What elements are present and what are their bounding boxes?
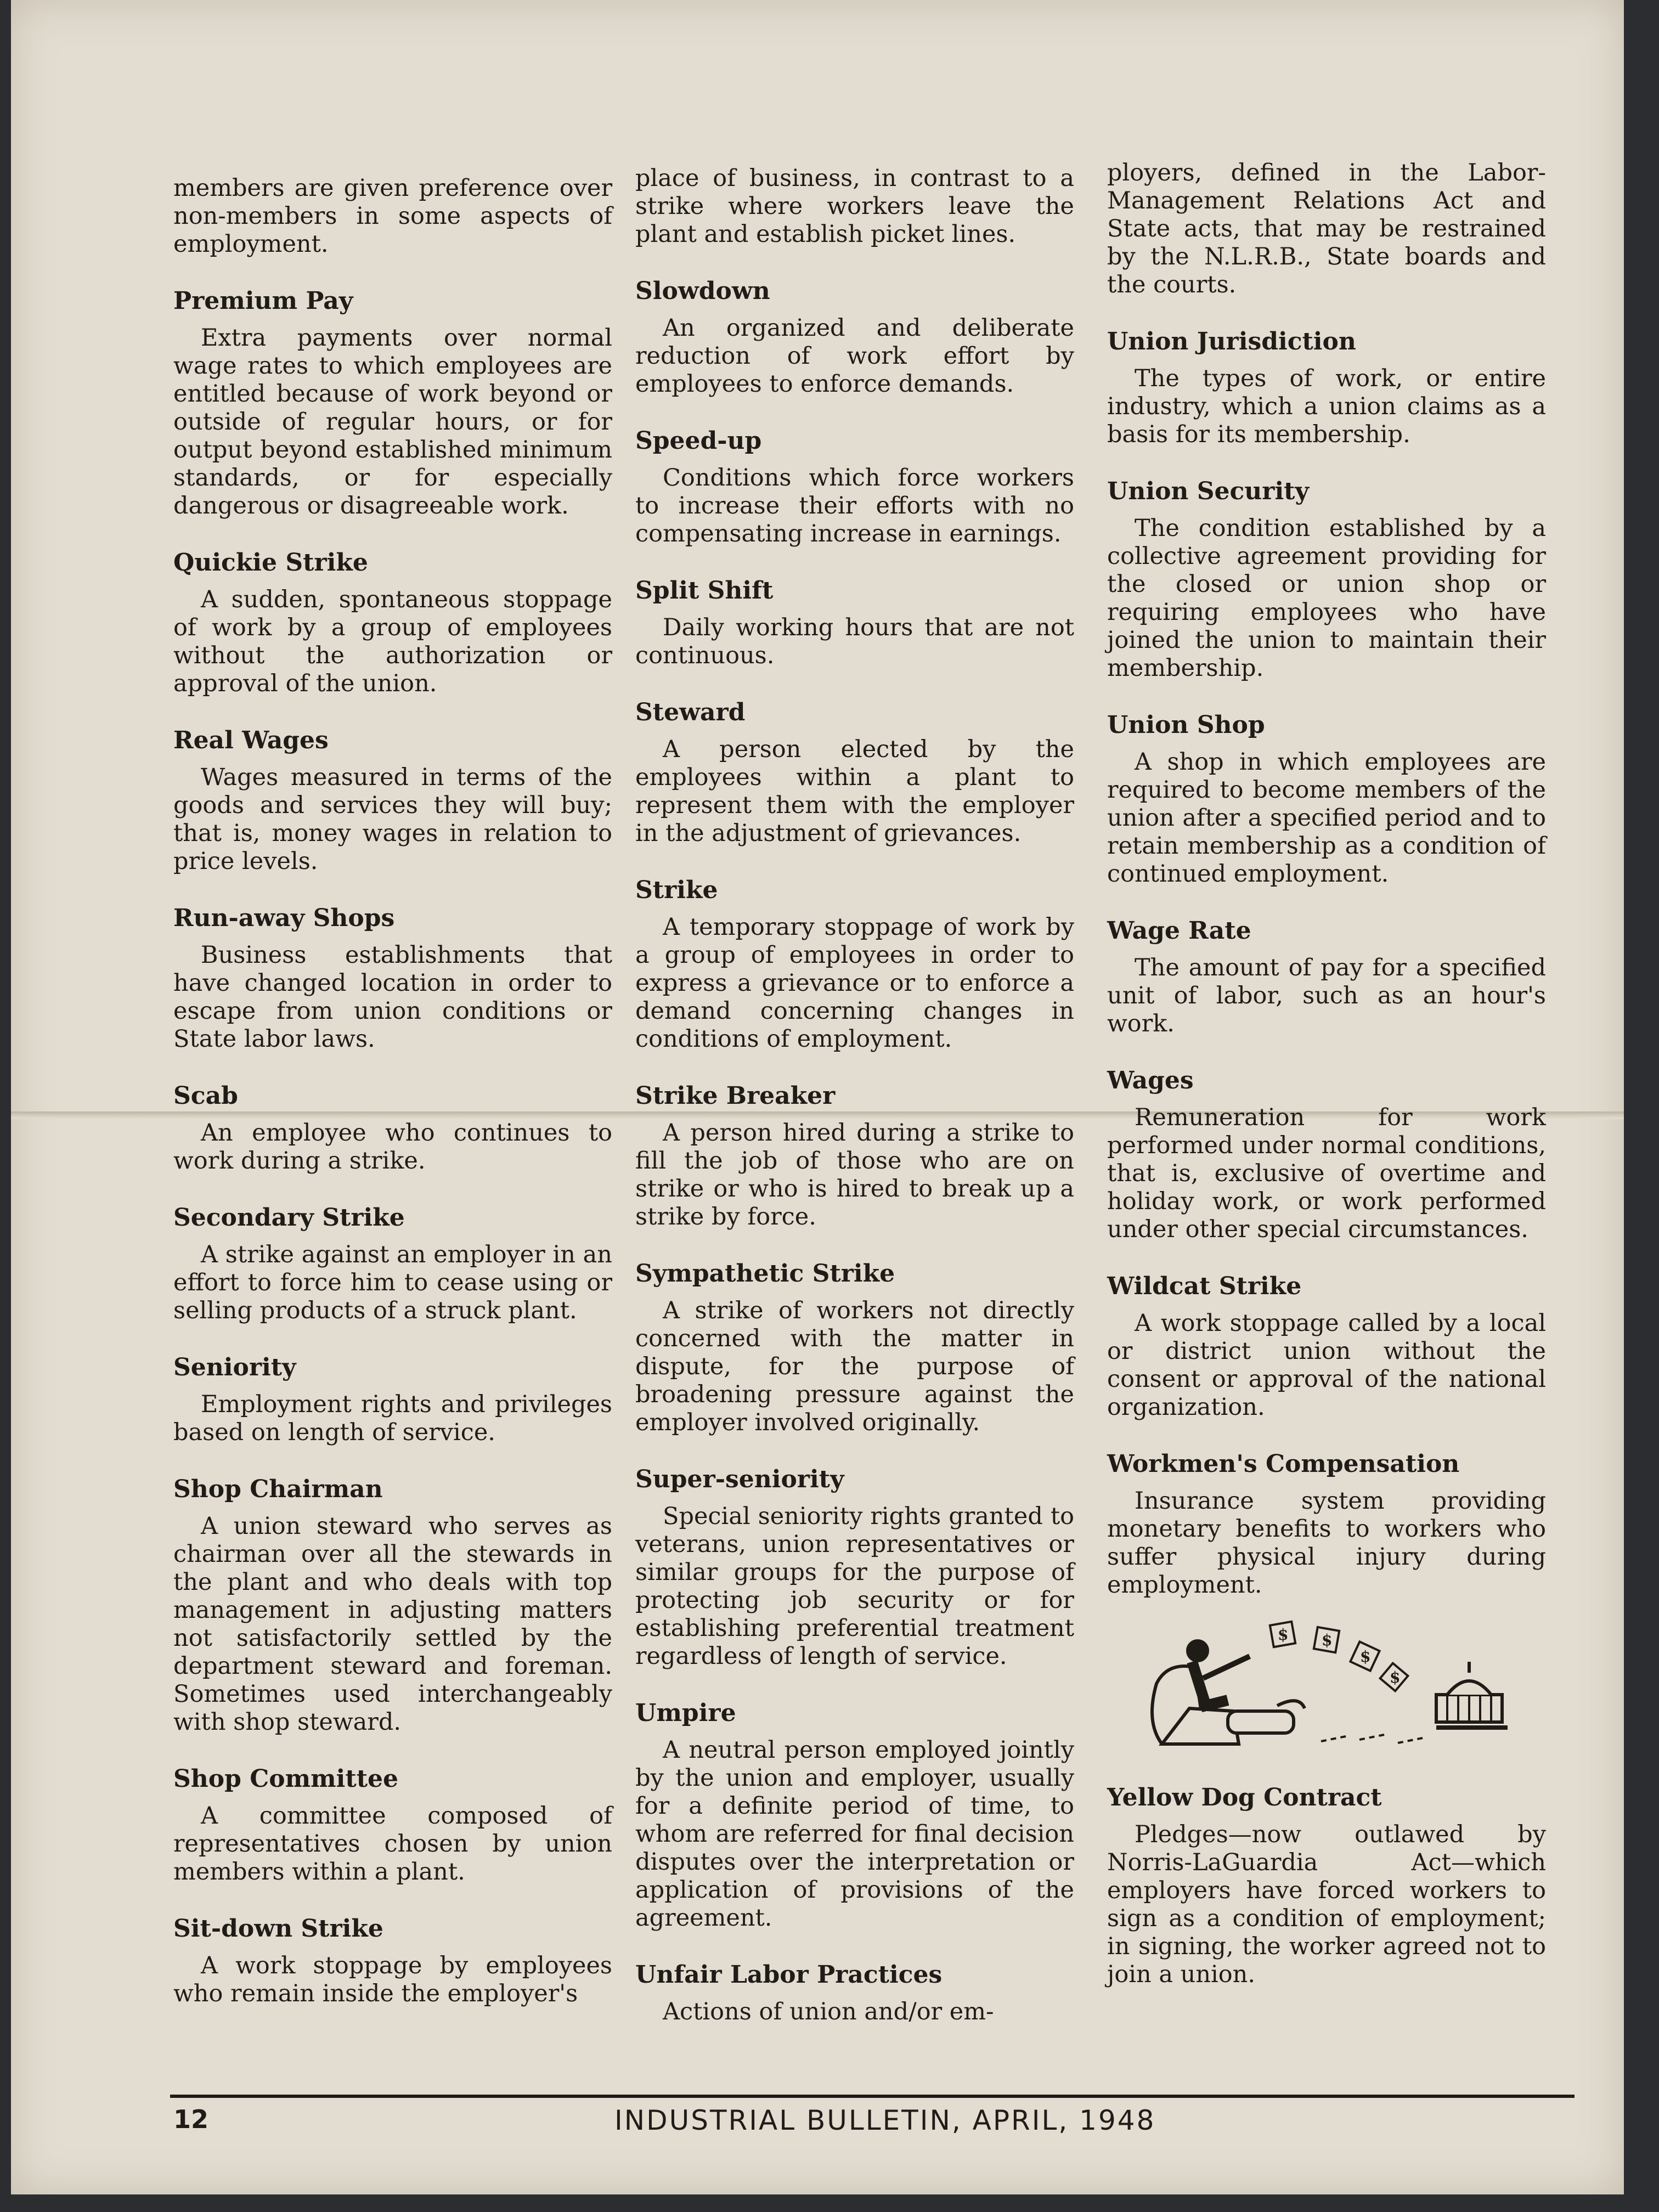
entry-term: Quickie Strike [173,549,368,577]
glossary-entry [173,1352,612,1447]
glossary-entry [1107,476,1546,682]
entry-term: Wildcat Strike [1107,1272,1302,1300]
entry-term: Yellow Dog Contract [1107,1784,1382,1812]
glossary-entry [173,903,612,1053]
glossary-entry [635,1259,1074,1437]
continued-text: ployers, defined in the Labor-Management Relations Act and State acts, that may be restrained by the N.L.R.B., State boards and the courts. [1107,159,1546,298]
entry-term: Union Jurisdiction [1107,328,1356,356]
glossary-entry [1107,1782,1546,1989]
continued-text: place of business, in contrast to a strike where workers leave the plant and establish picket lines. [635,165,1074,248]
glossary-entry [173,1081,612,1175]
entry-definition: A person hired during a strike to fill the job of those who are on strike or who is hired to break up a strike by force. [635,1119,1074,1231]
page-number: 12 [173,2104,209,2134]
entry-definition: The condition established by a collective agreement providing for the closed or union shop or requiring employees who have joined the union to maintain their membership. [1107,515,1546,682]
glossary-entry [1107,1065,1546,1244]
entry-term: Strike Breaker [635,1082,836,1110]
glossary-entry [635,1698,1074,1932]
glossary-entry [635,875,1074,1053]
glossary-entry [173,286,612,520]
entry-term: Shop Committee [173,1765,399,1793]
money-symbol: $ [1322,1631,1333,1649]
entry-term: Sympathetic Strike [635,1260,895,1288]
entry-definition: Conditions which force workers to increase their efforts with no compensating increase in earnings. [635,464,1074,548]
glossary-entry [1107,1449,1546,1599]
entry-definition: A strike against an employer in an effort to force him to cease using or selling products of a struck plant. [173,1241,612,1324]
entry-definition: A sudden, spontaneous stoppage of work by a group of employees without the authorization or approval of the union. [173,586,612,697]
entry-term: Real Wages [173,726,329,754]
entry-definition: Special seniority rights granted to veterans, union representatives or similar groups for the purpose of protecting job security or for establishing preferential treatment regardless of length of service. [635,1503,1074,1670]
entry-definition: The types of work, or entire industry, which a union claims as a basis for its membership. [1107,365,1546,448]
entry-term: Seniority [173,1353,296,1381]
entry-term: Speed-up [635,427,762,455]
entry-definition: A work stoppage by employees who remain inside the employer's [173,1952,612,2007]
entry-term: Steward [635,698,746,726]
entry-term: Super-seniority [635,1465,844,1493]
glossary-entry [173,1914,612,2008]
entry-definition: Wages measured in terms of the goods and services they will buy; that is, money wages in relation to price levels. [173,764,612,875]
compensation-cartoon-icon [1140,1612,1524,1755]
entry-term: Strike [635,876,718,904]
entry-term: Workmen's Compensation [1107,1450,1460,1478]
entry-term: Premium Pay [173,287,353,315]
continued-text: members are given preference over non-members in some aspects of employment. [173,174,612,258]
glossary-entry [173,548,612,698]
entry-term: Sit-down Strike [173,1915,383,1943]
glossary-entry [635,1081,1074,1231]
glossary-entry [1107,326,1546,449]
glossary-entry [635,276,1074,398]
entry-definition: Insurance system providing monetary benefits to workers who suffer physical injury during employment. [1107,1487,1546,1599]
entry-term: Unfair Labor Practices [635,1961,943,1989]
entry-definition: Extra payments over normal wage rates to which employees are entitled because of work beyond or outside of regular hours, or for output beyond established minimum standards, or for especially dangerous or disagreeable work. [173,324,612,520]
entry-term: Union Shop [1107,711,1265,739]
glossary-entry [635,697,1074,848]
entry-definition: Business establishments that have changed location in order to escape from union conditions or State labor laws. [173,941,612,1053]
entry-term: Scab [173,1082,238,1110]
glossary-entry [635,575,1074,670]
entry-term: Shop Chairman [173,1475,383,1503]
entry-definition: Actions of union and/or em- [663,1998,994,2025]
entry-definition: Employment rights and privileges based on length of service. [173,1391,612,1446]
money-symbol: $ [1360,1647,1371,1666]
entry-term: Run-away Shops [173,904,395,932]
glossary-entry [173,725,612,876]
entry-definition: The amount of pay for a specified unit of labor, such as an hour's work. [1107,954,1546,1037]
entry-term: Secondary Strike [173,1204,405,1232]
entry-definition: A temporary stoppage of work by a group of employees in order to express a grievance or to enforce a demand concerning changes in conditions of employment. [635,913,1074,1053]
glossary-entry [635,1464,1074,1671]
entry-definition: A shop in which employees are required to become members of the union after a specified period and to retain membership as a condition of continued employment. [1107,748,1546,888]
entry-definition: Remuneration for work performed under normal conditions, that is, exclusive of overtime and holiday work, or work performed under other special circumstances. [1107,1104,1546,1243]
entry-definition: An organized and deliberate reduction of work effort by employees to enforce demands. [635,314,1074,398]
entry-definition: A neutral person employed jointly by the union and employer, usually for a definite period of time, to whom are referred for final decision disputes over the interpretation or application of provisions of the agreement. [635,1736,1074,1932]
entry-definition: A union steward who serves as chairman over all the stewards in the plant and who deals with top management in adjusting matters not satisfactorily settled by the department steward and foreman. Sometimes used interchangeably with shop steward. [173,1513,612,1736]
entry-definition: A committee composed of representatives chosen by union members within a plant. [173,1802,612,1886]
glossary-entry [1107,916,1546,1038]
entry-definition: A strike of workers not directly concerned with the matter in dispute, for the purpose of broadening pressure against the employer involved originally. [635,1297,1074,1436]
money-symbol: $ [1390,1668,1401,1686]
magazine-page [11,0,1624,2194]
footer-rule [170,2095,1575,2098]
entry-term: Umpire [635,1699,736,1727]
glossary-entry [173,1474,612,1736]
glossary-entry [173,1203,612,1325]
glossary-entry [635,1960,1074,2026]
entry-definition: An employee who continues to work during a strike. [173,1119,612,1175]
entry-definition: Daily working hours that are not continuous. [635,614,1074,669]
entry-definition: Pledges—now outlawed by Norris-LaGuardia Act—which employers have forced workers to sign as a condition of employment; in signing, the worker agreed not to join a union. [1107,1821,1546,1988]
entry-term: Split Shift [635,577,774,605]
entry-term: Slowdown [635,277,770,305]
entry-term: Wage Rate [1107,917,1251,945]
publication-footer: INDUSTRIAL BULLETIN, APRIL, 1948 [614,2104,1156,2136]
glossary-column-3 [1107,159,1546,1989]
entry-term: Union Security [1107,477,1310,505]
glossary-column-1 [173,174,612,2008]
glossary-entry [1107,710,1546,888]
money-symbol: $ [1278,1626,1289,1644]
glossary-entry [173,1764,612,1886]
glossary-entry [635,426,1074,548]
entry-term: Wages [1107,1066,1194,1094]
glossary-entry [1107,1271,1546,1421]
entry-definition: A person elected by the employees within a plant to represent them with the employer in the adjustment of grievances. [635,736,1074,847]
entry-definition: A work stoppage called by a local or district union without the consent or approval of the national organization. [1107,1310,1546,1421]
glossary-column-2 [635,165,1074,2026]
